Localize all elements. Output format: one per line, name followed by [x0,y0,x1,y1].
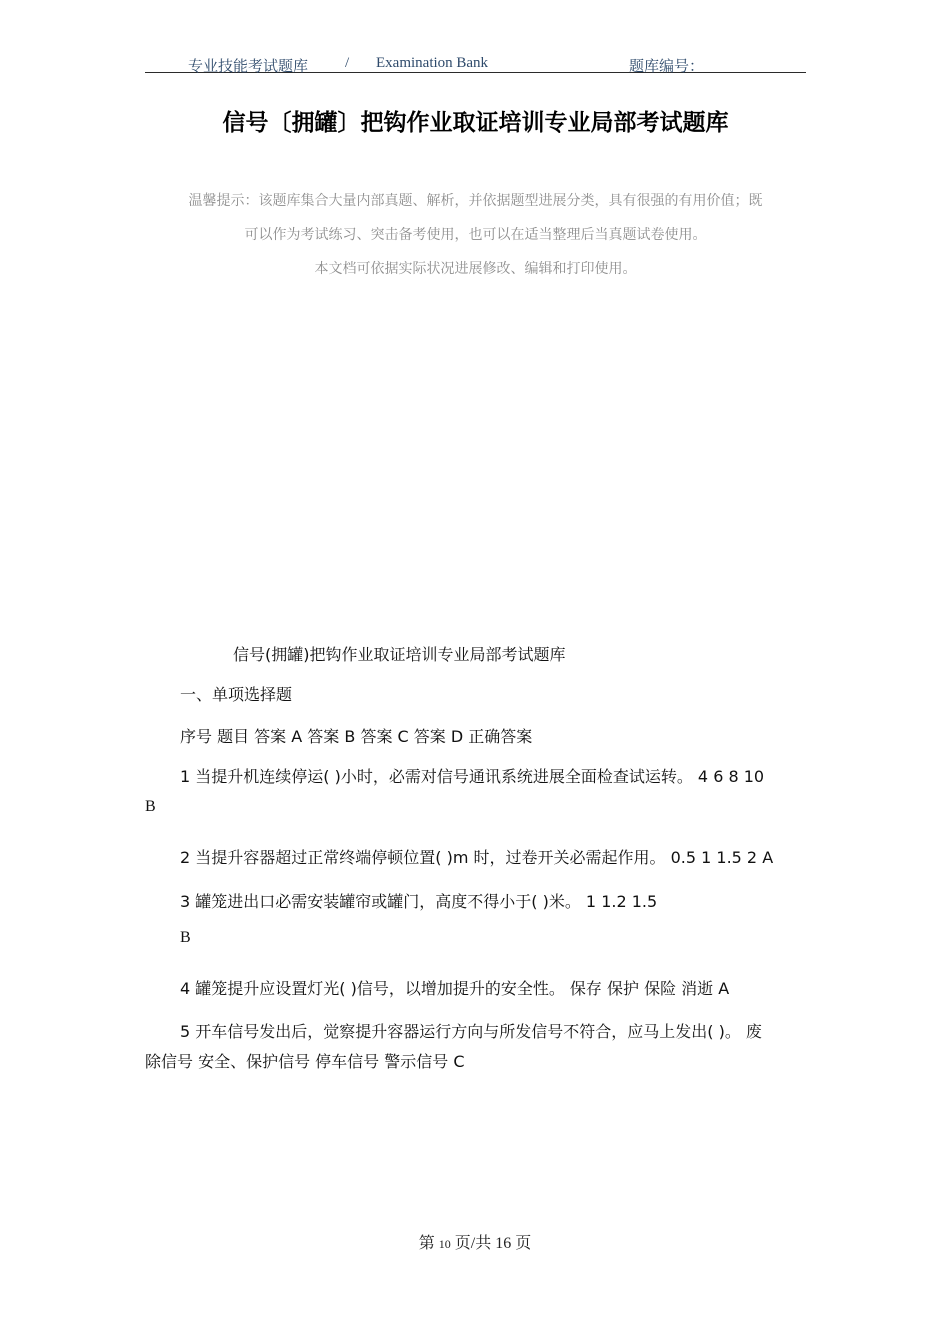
document-title: 信号〔拥罐〕把钩作业取证培训专业局部考试题库 [222,110,729,136]
header-separator: / [345,55,350,71]
question-5-line-1: 5 开车信号发出后，觉察提升容器运行方向与所发信号不符合，应马上发出( )。 废 [180,1022,762,1041]
page-footer [0,1230,950,1253]
footer-middle: 页/共 [454,1235,492,1252]
tip-line-1: 温馨提示：该题库集合大量内部真题、解析，并依据题型进展分类，具有很强的有用价值；既 [188,193,763,209]
question-3-line-2: B [180,929,191,946]
header-middle-text: Examination Bank [376,55,489,71]
header-left-text: 专业技能考试题库 [188,59,309,75]
header-right-text: 题库编号： [629,59,705,75]
page-header [145,52,806,73]
tip-line-2: 可以作为考试练习、突击备考使用，也可以在适当整理后当真题试卷使用。 [244,227,707,243]
question-4: 4 罐笼提升应设置灯光( )信号，以增加提升的安全性。 保存 保护 保险 消逝 A [180,979,730,998]
question-3-line-1: 3 罐笼进出口必需安装罐帘或罐门，高度不得小于( )米。 1 1.2 1.5 [180,892,658,911]
footer-prefix: 第 [418,1235,435,1252]
footer-current-page: 10 [438,1237,451,1251]
question-1-line-1: 1 当提升机连续停运( )小时，必需对信号通讯系统进展全面检查试运转。 4 6 8 10 [180,767,765,786]
question-2: 2 当提升容器超过正常终端停顿位置( )m 时，过卷开关必需起作用。 0.5 1 1.5 2 A [180,848,774,867]
question-5-line-2: 除信号 安全、保护信号 停车信号 警示信号 C [145,1052,465,1071]
question-1-line-2: B [145,798,156,815]
content-subtitle: 信号(拥罐)把钩作业取证培训专业局部考试题库 [233,645,566,664]
tip-line-3: 本文档可依据实际状况进展修改、编辑和打印使用。 [314,261,637,277]
footer-total-pages: 16 [495,1235,512,1252]
section-heading: 一、单项选择题 [180,685,293,704]
table-columns: 序号 题目 答案 A 答案 B 答案 C 答案 D 正确答案 [180,727,533,746]
footer-suffix: 页 [515,1235,532,1252]
